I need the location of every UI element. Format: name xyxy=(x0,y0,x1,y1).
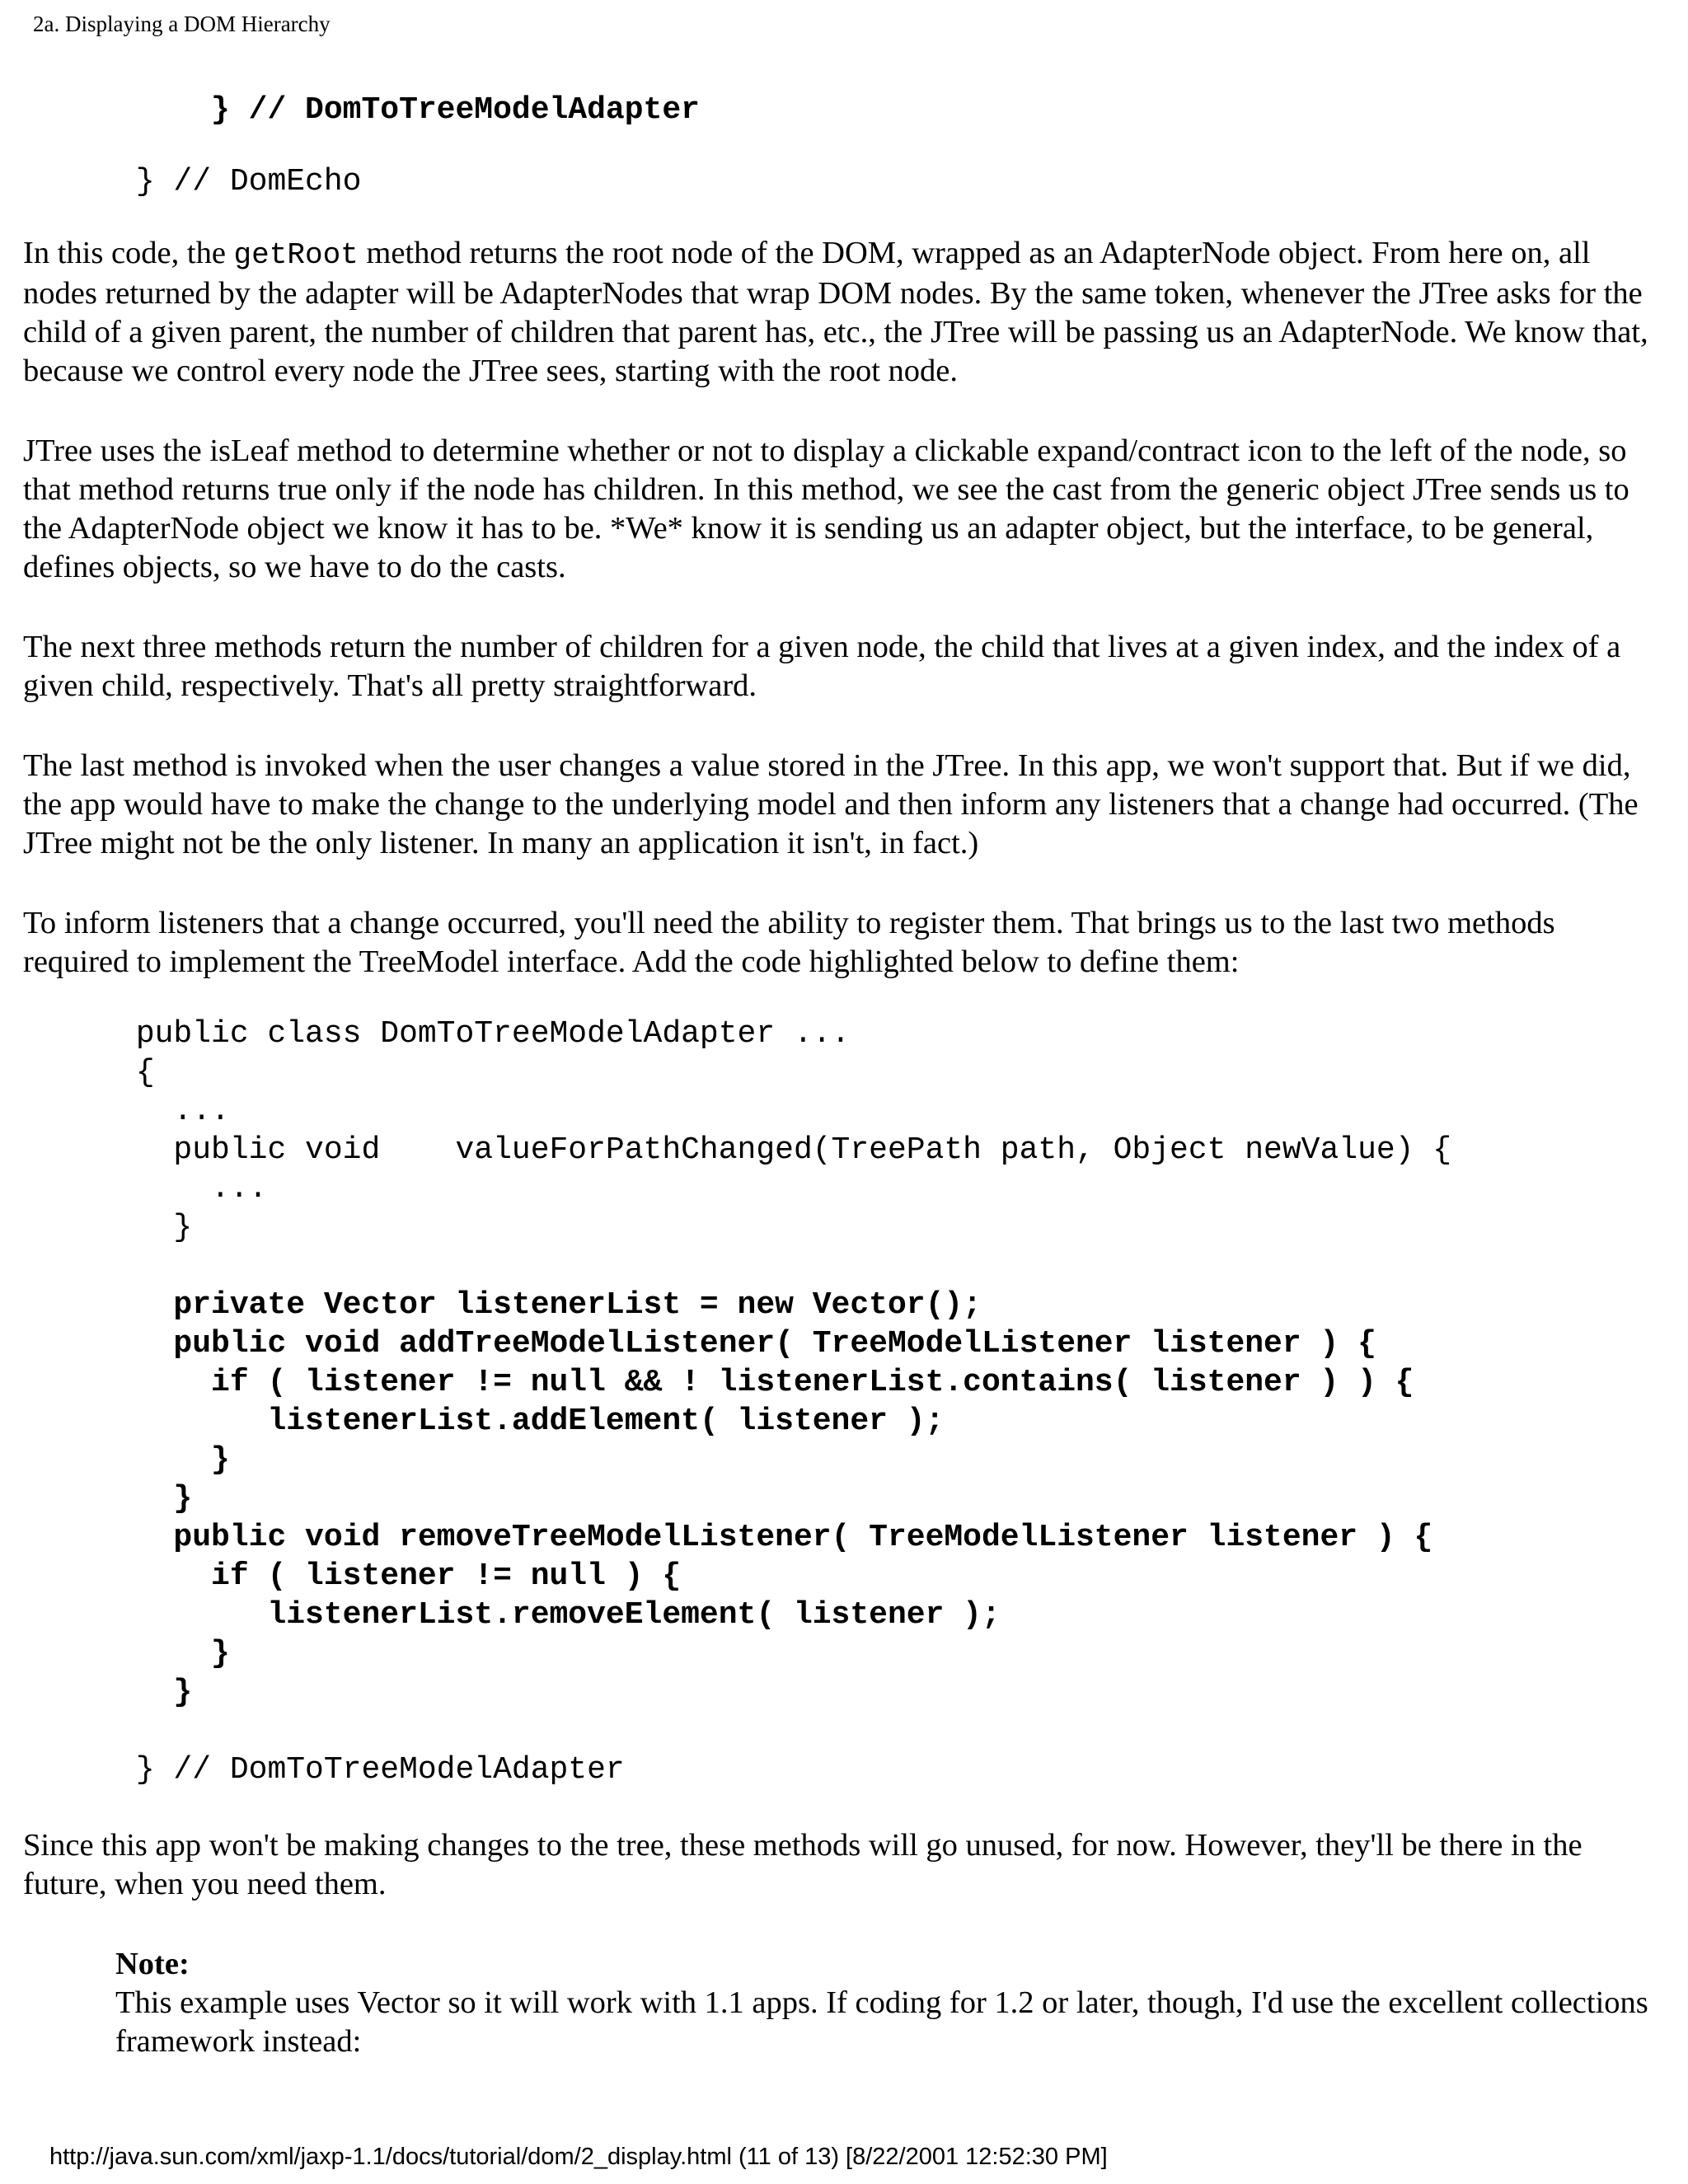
code-line: listenerList.addElement( listener ); xyxy=(23,1404,945,1439)
code-closing-domecho: } // DomEcho xyxy=(23,164,362,199)
code-line: listenerList.removeElement( listener ); xyxy=(23,1597,1001,1633)
note-title: Note: xyxy=(115,1947,190,1981)
code-listing xyxy=(23,1015,1663,1789)
code-line: if ( listener != null ) { xyxy=(23,1558,682,1594)
document-body xyxy=(23,91,1663,2061)
note-box xyxy=(115,1945,1663,2061)
code-line: if ( listener != null && ! listenerList.contains( listener ) ) { xyxy=(23,1365,1414,1400)
code-line: public void addTreeModelListener( TreeModelListener listener ) { xyxy=(23,1326,1376,1361)
page-footer-url: http://java.sun.com/xml/jaxp-1.1/docs/tutorial/dom/2_display.html (11 of 13) [8/22/2001 12:52:30 PM] xyxy=(49,2144,1108,2170)
code-line: ... xyxy=(23,1094,230,1129)
code-line: } xyxy=(23,1636,230,1671)
paragraph-getroot: In this code, the getRoot method returns the root node of the DOM, wrapped as an AdapterNode object. From here on, all nodes returned by the adapter will be AdapterNodes that wrap DOM nodes. By the same token, whenever the JTree asks for the child of a given parent, the number of children that parent has, etc., the JTree will be passing us an AdapterNode. We know that, because we control every node the JTree sees, starting with the root node. xyxy=(23,236,1648,388)
code-line: } // DomToTreeModelAdapter xyxy=(23,1752,625,1788)
code-line: public void removeTreeModelListener( TreeModelListener listener ) { xyxy=(23,1520,1433,1555)
paragraph-unused-methods: Since this app won't be making changes to the tree, these methods will go unused, for now. However, they'll be there in the future, when you need them. xyxy=(23,1828,1582,1901)
paragraph-isleaf: JTree uses the isLeaf method to determine whether or not to display a clickable expand/contract icon to the left of the node, so that method returns true only if the node has children. In this method, we see the cast from the generic object JTree sends us to the AdapterNode object we know it has to be. *We* know it is sending us an adapter object, but the interface, to be general, defines objects, so we have to do the casts. xyxy=(23,434,1629,584)
code-line xyxy=(23,1712,1663,1750)
page-header: 2a. Displaying a DOM Hierarchy xyxy=(33,12,331,36)
code-line: public void valueForPathChanged(TreePath path, Object newValue) { xyxy=(23,1132,1452,1168)
code-line: private Vector listenerList = new Vector(); xyxy=(23,1287,982,1323)
code-line: } xyxy=(23,1442,230,1478)
code-line: { xyxy=(23,1055,155,1090)
code-line: public class DomToTreeModelAdapter ... xyxy=(23,1016,851,1052)
paragraph-last-method: The last method is invoked when the user changes a value stored in the JTree. In this app, we won't support that. But if we did, the app would have to make the change to the underlying model and then inform any listeners that a change had occurred. (The JTree might not be the only listener. In many an application it isn't, in fact.) xyxy=(23,748,1639,860)
code-line xyxy=(23,1247,1663,1286)
note-body: This example uses Vector so it will work with 1.1 apps. If coding for 1.2 or later, though, I'd use the excellent collections framework instead: xyxy=(115,1985,1648,2059)
code-closing-adapter: } // DomToTreeModelAdapter xyxy=(23,92,700,128)
code-line: } xyxy=(23,1210,193,1245)
paragraph-three-methods: The next three methods return the number of children for a given node, the child that lives at a given index, and the index of a given child, respectively. That's all pretty straightforward. xyxy=(23,630,1621,703)
code-line: ... xyxy=(23,1171,268,1207)
paragraph-inform-listeners: To inform listeners that a change occurred, you'll need the ability to register them. That brings us to the last two methods required to implement the TreeModel interface. Add the code highlighted below to define them: xyxy=(23,906,1555,979)
code-line: } xyxy=(23,1675,193,1710)
inline-code-getroot: getRoot xyxy=(233,238,359,272)
code-line: } xyxy=(23,1481,193,1516)
